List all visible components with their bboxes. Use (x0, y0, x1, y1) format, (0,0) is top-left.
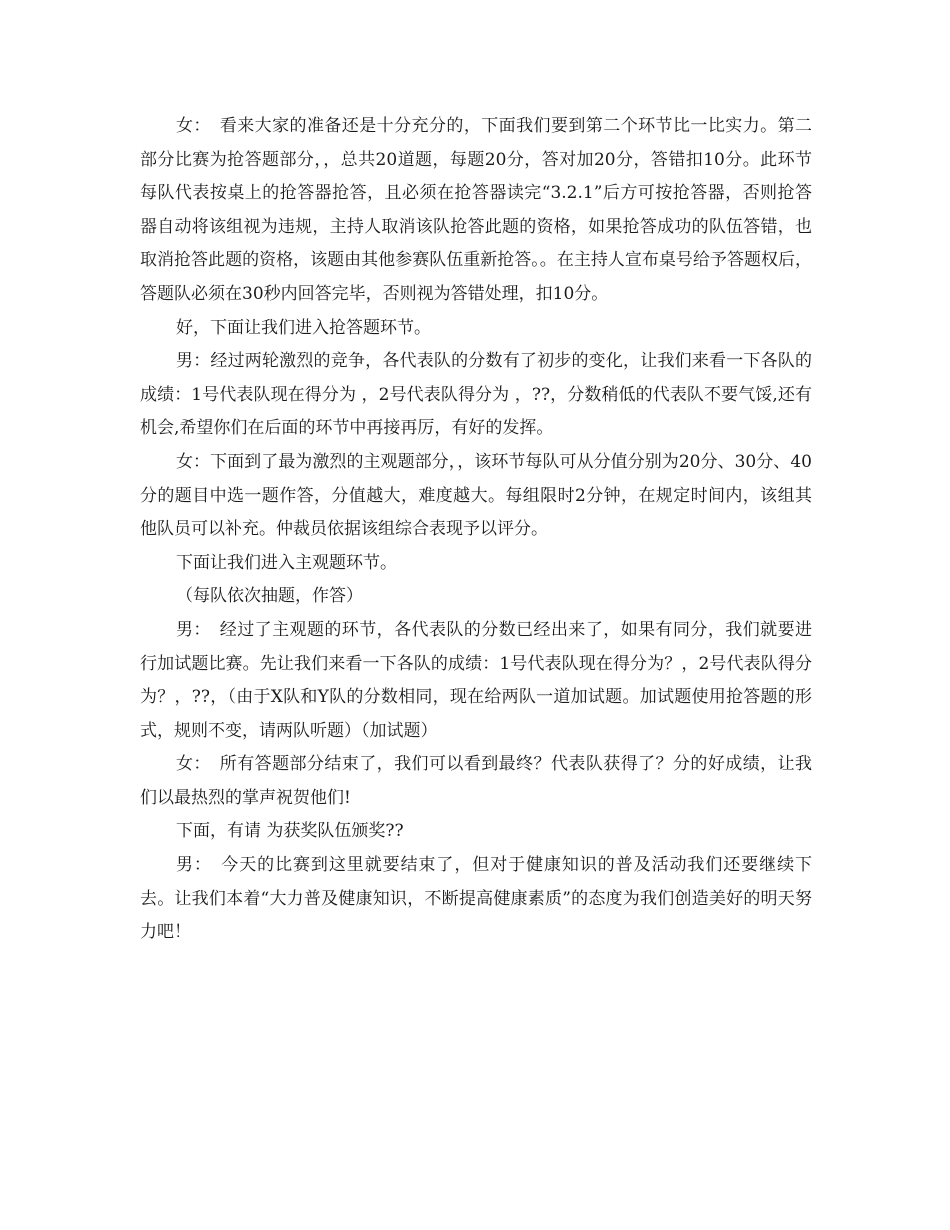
paragraph-male-tiebreak: 男： 经过了主观题的环节，各代表队的分数已经出来了，如果有同分，我们就要进行加试题比赛。先让我们来看一下各队的成绩：1号代表队现在得分为？，2号代表队得分为？，??，（由于X队和Y队的分数相同，现在给两队一道加试题。加试题使用抢答题的形式，规则不变，请两队听题）（加试题） (140, 619, 812, 741)
paragraph-male-closing: 男： 今天的比赛到这里就要结束了，但对于健康知识的普及活动我们还要继续下去。让我们本着“大力普及健康知识，不断提高健康素质”的态度为我们创造美好的明天努力吧！ (140, 855, 812, 943)
paragraph-enter-quick-answer: 好，下面让我们进入抢答题环节。 (176, 317, 431, 338)
paragraph-award-ceremony: 下面，有请 为获奖队伍颁奖?? (176, 821, 404, 842)
paragraph-enter-subjective: 下面让我们进入主观题环节。 (176, 552, 397, 573)
document-page (140, 110, 812, 950)
paragraph-draw-questions-note: （每队依次抽题，作答） (176, 586, 363, 607)
paragraph-female-quick-answer-rules: 女： 看来大家的准备还是十分充分的，下面我们要到第二个环节比一比实力。第二部分比赛为抢答题部分，，总共20道题，每题20分，答对加20分，答错扣10分。此环节每队代表按桌上的抢答器抢答，且必须在抢答器读完“3.2.1”后方可按抢答器，否则抢答器自动将该组视为违规，主持人取消该队抢答此题的资格，如果抢答成功的队伍答错，也取消抢答此题的资格，该题由其他参赛队伍重新抢答。。在主持人宣布桌号给予答题权后，答题队必须在30秒内回答完毕，否则视为答错处理，扣10分。 (140, 116, 812, 304)
paragraph-female-final-result: 女： 所有答题部分结束了，我们可以看到最终？代表队获得了？分的好成绩，让我们以最热烈的掌声祝贺他们! (140, 754, 812, 808)
paragraph-male-scores-round-two: 男：经过两轮激烈的竞争，各代表队的分数有了初步的变化，让我们来看一下各队的成绩：1号代表队现在得分为 ，2号代表队得分为 ，??，分数稍低的代表队不要气馁,还有机会,希望你们在后面的环节中再接再厉，有好的发挥。 (140, 351, 812, 439)
paragraph-female-subjective-rules: 女：下面到了最为激烈的主观题部分，，该环节每队可从分值分别为20分、30分、40分的题目中选一题作答，分值越大，难度越大。每组限时2分钟，在规定时间内，该组其他队员可以补充。仲裁员依据该组综合表现予以评分。 (140, 451, 812, 540)
